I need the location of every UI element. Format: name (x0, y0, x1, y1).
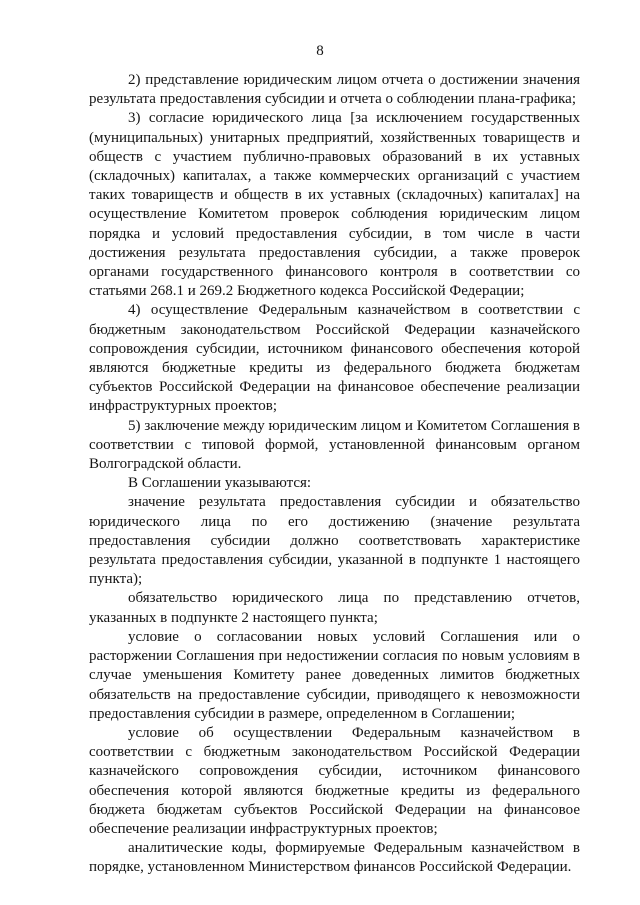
paragraph-item-3-consent: 3) согласие юридического лица [за исключением государственных (муниципальных) унитарных предприятий, хозяйственных товариществ и обществ с участием публично-правовых образований в их уставных (складочных) капиталах, а также коммерческих организаций с участием таких товариществ и обществ в их уставных (складочных) капиталах] на осуществление Комитетом проверок соблюдения юридическим лицом порядка и условий предоставления субсидии, в том числе в части достижения результата предоставления субсидии, а также проверок органами государственного финансового контроля в соответствии со статьями 268.1 и 269.2 Бюджетного кодекса Российской Федерации; (89, 110, 580, 300)
paragraph-agreement-intro: В Соглашении указываются: (128, 475, 312, 492)
paragraph-result-value: значение результата предоставления субсидии и обязательство юридического лица по его достижению (значение результата предоставления субсидии должно соответствовать характеристике результата предоставления субсидии, указанной в подпункте 1 настоящего пункта); (89, 494, 580, 588)
paragraph-analytic-codes: аналитические коды, формируемые Федеральным казначейством в порядке, установленном Министерством финансов Российской Федерации. (89, 840, 580, 876)
paragraph-reporting-obligation: обязательство юридического лица по представлению отчетов, указанных в подпункте 2 настоящего пункта; (89, 590, 580, 626)
paragraph-item-5-agreement: 5) заключение между юридическим лицом и Комитетом Соглашения в соответствии с типовой формой, установленной финансовым органом Волгоградской области. (89, 417, 580, 473)
paragraph-new-conditions: условие о согласовании новых условий Соглашения или о расторжении Соглашения при недостижении согласия по новым условиям в случае уменьшения Комитету ранее доведенных лимитов бюджетных обязательств на предоставление субсидии, приводящего к невозможности предоставления субсидии в размере, определенном в Соглашении; (89, 628, 580, 722)
paragraph-item-2-report: 2) представление юридическим лицом отчета о достижении значения результата предоставления субсидии и отчета о соблюдении плана-графика; (89, 72, 580, 108)
paragraph-item-4-treasury: 4) осуществление Федеральным казначейством в соответствии с бюджетным законодательством Российской Федерации казначейского сопровождения субсидии, источником финансового обеспечения которой являются бюджетные кредиты из федерального бюджета бюджетам субъектов Российской Федерации на финансовое обеспечение реализации инфраструктурных проектов; (89, 302, 580, 415)
page-number: 8 (316, 43, 324, 59)
paragraph-treasury-condition: условие об осуществлении Федеральным казначейством в соответствии с бюджетным законодательством Российской Федерации казначейского сопровождения субсидии, источником финансового обеспечения которой являются бюджетные кредиты из федерального бюджета бюджетам субъектов Российской Федерации на финансовое обеспечение реализации инфраструктурных проектов; (89, 724, 580, 837)
document-body (89, 71, 580, 878)
